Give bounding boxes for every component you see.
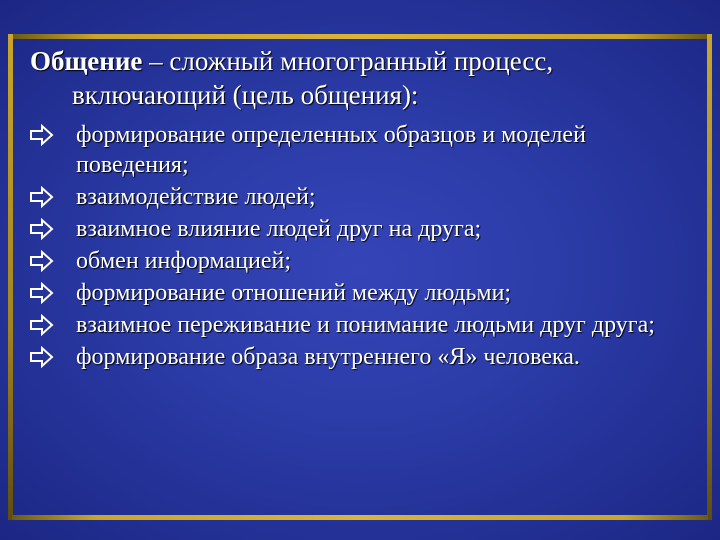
- list-item-text: обмен информацией;: [76, 248, 292, 274]
- title-definition: – сложный многогранный процесс,: [142, 46, 554, 76]
- outline-right-arrow-icon: [30, 314, 54, 336]
- list-item: [30, 246, 695, 276]
- outline-right-arrow-icon: [30, 282, 54, 304]
- frame-bottom-border: [12, 515, 708, 520]
- list-item: [30, 182, 695, 212]
- list-item-text: формирование определенных образцов и моделей поведения;: [76, 122, 586, 178]
- goals-list: [30, 120, 695, 372]
- frame-left-border: [8, 34, 13, 520]
- outline-right-arrow-icon: [30, 124, 54, 146]
- frame-right-border: [707, 34, 712, 520]
- slide-title: [30, 44, 695, 112]
- title-continuation: включающий (цель общения):: [72, 80, 419, 110]
- frame-top-border: [12, 34, 708, 39]
- slide-content: [30, 44, 695, 374]
- list-item: [30, 214, 695, 244]
- outline-right-arrow-icon: [30, 346, 54, 368]
- title-term: Общение: [30, 46, 143, 76]
- list-item: [30, 278, 695, 308]
- list-item-text: взаимное влияние людей друг на друга;: [76, 216, 482, 242]
- list-item: [30, 342, 695, 372]
- list-item-text: взаимное переживание и понимание людьми друг друга;: [76, 312, 655, 338]
- list-item-text: формирование отношений между людьми;: [76, 280, 512, 306]
- outline-right-arrow-icon: [30, 250, 54, 272]
- list-item: [30, 310, 695, 340]
- list-item: [30, 120, 695, 180]
- list-item-text: взаимодействие людей;: [76, 184, 316, 210]
- list-item-text: формирование образа внутреннего «Я» человека.: [76, 344, 580, 370]
- outline-right-arrow-icon: [30, 186, 54, 208]
- outline-right-arrow-icon: [30, 218, 54, 240]
